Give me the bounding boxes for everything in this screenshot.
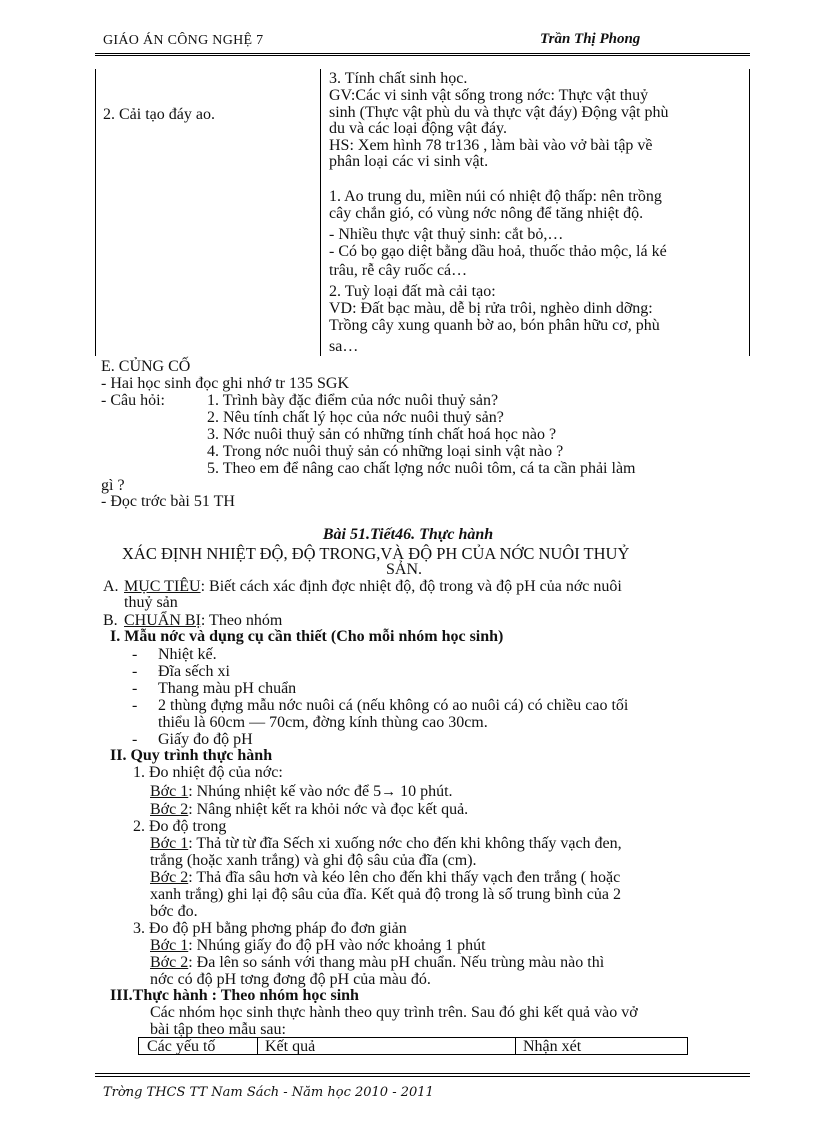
table-right-line: du và các loại động vật đáy. [329, 120, 508, 137]
list-bullet: - [132, 663, 138, 680]
part-iii-heading: III.Thực hành : Theo nhóm học sinh [110, 987, 359, 1004]
header-author: Trần Thị Phong [540, 31, 641, 47]
question-item: 4. Trong nớc nuôi thuỷ sản có những loại sinh vật nào ? [207, 443, 564, 460]
question-item: 5. Theo em để nâng cao chất lợng nớc nuôi tôm, cá ta cần phải làm [207, 460, 636, 477]
table-right-line: trâu, rễ cây ruốc cá… [329, 262, 468, 279]
header-rule [95, 53, 750, 54]
right-arrow-icon: → [381, 784, 397, 800]
header-title: GIÁO ÁN CÔNG NGHỆ 7 [103, 33, 264, 48]
consolidation-line: - Hai học sinh đọc ghi nhớ tr 135 SGK [101, 375, 349, 392]
header-rule-2 [95, 55, 750, 56]
table-right-line: GV:Các vi sinh vật sống trong nớc: Thực vật thuỷ [329, 87, 649, 104]
footer-text: Trờng THCS TT Nam Sách - Năm học 2010 - 2011 [103, 1085, 434, 1100]
part-i-heading: I. Mẫu nớc và dụng cụ cần thiết (Cho mỗi nhóm học sinh) [110, 628, 504, 645]
step-label: Bớc 1 [150, 835, 189, 852]
section-a-text: : Biết cách xác định đợc nhiệt độ, độ trong và độ pH của nớc nuôi [200, 578, 622, 595]
section-a-heading: MỤC TIÊU [124, 578, 201, 595]
table-right-line: 1. Ao trung du, miền núi có nhiệt độ thấp: nên trồng [329, 188, 662, 205]
table-right-line: - Nhiều thực vật thuỷ sinh: cắt bỏ,… [329, 226, 564, 243]
footer-rule [95, 1073, 750, 1074]
question-item: 2. Nêu tính chất lý học của nớc nuôi thuỷ sản? [207, 409, 504, 426]
step-text: : Thả đĩa sâu hơn và kéo lên cho đến khi thấy vạch đen trắng ( hoặc [188, 869, 621, 886]
table-right-line: cây chắn gió, có vùng nớc nông để tăng nhiệt độ. [329, 205, 644, 222]
consolidation-heading: E. CỦNG CỐ [101, 358, 191, 375]
table-right-line: 2. Tuỳ loại đất mà cải tạo: [329, 283, 496, 300]
step-2: 2. Đo độ trong [133, 818, 227, 835]
table-right-line: phân loại các vi sinh vật. [329, 153, 489, 170]
table-separator [515, 1038, 516, 1054]
part-iii-text: Các nhóm học sinh thực hành theo quy trình trên. Sau đó ghi kết quả vào vở [150, 1004, 638, 1021]
step-text: : Nhúng nhiệt kế vào nớc để 5 [188, 783, 382, 800]
table-right-line: sinh (Thực vật phù du và thực vật đáy) Động vật phù [329, 104, 669, 121]
step-label: Bớc 1 [150, 937, 189, 954]
list-item: Thang màu pH chuẩn [158, 680, 297, 697]
table-border-mid [320, 69, 321, 356]
footer-rule-2 [95, 1076, 750, 1077]
table-right-line: 3. Tính chất sinh học. [329, 70, 468, 87]
part-iii-text-cont: bài tập theo mẫu sau: [150, 1021, 286, 1038]
list-bullet: - [132, 697, 138, 714]
question-item: 3. Nớc nuôi thuỷ sản có những tính chất hoá học nào ? [207, 426, 557, 443]
question-continuation: gì ? [101, 477, 125, 494]
step-label: Bớc 1 [150, 783, 189, 800]
list-bullet: - [132, 646, 138, 663]
step-text: : Đa lên so sánh với thang màu pH chuẩn. Nếu trùng màu nào thì [188, 954, 605, 971]
list-item: Giấy đo độ pH [158, 731, 253, 748]
homework-line: - Đọc trớc bài 51 TH [101, 493, 235, 510]
step-text-end: 10 phút. [396, 783, 453, 800]
table-header-cell: Kết quả [265, 1038, 316, 1055]
step-text-cont: trắng (hoặc xanh trắng) và ghi độ sâu của đĩa (cm). [150, 852, 477, 869]
step-3: 3. Đo độ pH bằng phơng pháp đo đơn giản [133, 920, 407, 937]
table-header-cell: Nhận xét [523, 1038, 582, 1055]
questions-label: - Câu hỏi: [101, 392, 165, 409]
step-label: Bớc 2 [150, 954, 189, 971]
lesson-subtitle-cont: SẢN. [386, 561, 423, 578]
table-separator [257, 1038, 258, 1054]
table-right-line: VD: Đất bạc màu, dễ bị rửa trôi, nghèo dinh dỡng: [329, 300, 653, 317]
table-header-cell: Các yếu tố [147, 1038, 216, 1055]
step-text-cont: nớc có độ pH tơng đơng độ pH của màu đó. [150, 971, 431, 988]
step-1: 1. Đo nhiệt độ của nớc: [133, 764, 283, 781]
list-item: Đĩa sếch xi [158, 663, 230, 680]
section-b-text: : Theo nhóm [200, 612, 283, 629]
table-right-line: HS: Xem hình 78 tr136 , làm bài vào vở bài tập về [329, 137, 653, 154]
step-text: : Nâng nhiệt kết ra khỏi nớc và đọc kết quả. [188, 801, 469, 818]
list-item-cont: thiểu là 60cm — 70cm, đờng kính thùng cao 30cm. [158, 714, 488, 731]
step-label: Bớc 2 [150, 801, 189, 818]
part-ii-heading: II. Quy trình thực hành [110, 747, 273, 764]
section-b-label: B. [103, 612, 118, 629]
lesson-title: Bài 51.Tiết46. Thực hành [322, 526, 494, 543]
table-border-right [749, 69, 750, 356]
results-table [138, 1037, 688, 1055]
list-item: 2 thùng đựng mẫu nớc nuôi cá (nếu không có ao nuôi cá) có chiều cao tối [158, 697, 629, 714]
table-border-left [95, 69, 96, 356]
section-a-text-cont: thuỷ sản [124, 594, 178, 611]
step-label: Bớc 2 [150, 869, 189, 886]
table-right-line: - Có bọ gạo diệt bằng dầu hoả, thuốc thảo mộc, lá ké [329, 243, 667, 260]
table-right-line: sa… [329, 338, 359, 355]
step-text-cont: bớc đo. [150, 903, 198, 920]
table-right-line: Trồng cây xung quanh bờ ao, bón phân hữu cơ, phù [329, 317, 660, 334]
table-left-cell: 2. Cải tạo đáy ao. [103, 106, 215, 123]
lesson-subtitle: XÁC ĐỊNH NHIỆT ĐỘ, ĐỘ TRONG,VÀ ĐỘ PH CỦA NỚC NUÔI THUỶ [122, 544, 630, 563]
question-item: 1. Trình bày đặc điểm của nớc nuôi thuỷ sản? [207, 392, 499, 409]
list-bullet: - [132, 680, 138, 697]
list-item: Nhiệt kế. [158, 646, 217, 663]
step-text: : Thả từ từ đĩa Sếch xi xuống nớc cho đến khi không thấy vạch đen, [188, 835, 622, 852]
step-text-cont: xanh trắng) ghi lại độ sâu của đĩa. Kết quả độ trong là số trung bình của 2 [150, 886, 621, 903]
step-text: : Nhúng giấy đo độ pH vào nớc khoảng 1 phút [188, 937, 486, 954]
section-b-heading: CHUẨN BỊ [124, 612, 201, 629]
section-a-label: A. [103, 578, 119, 595]
list-bullet: - [132, 731, 138, 748]
